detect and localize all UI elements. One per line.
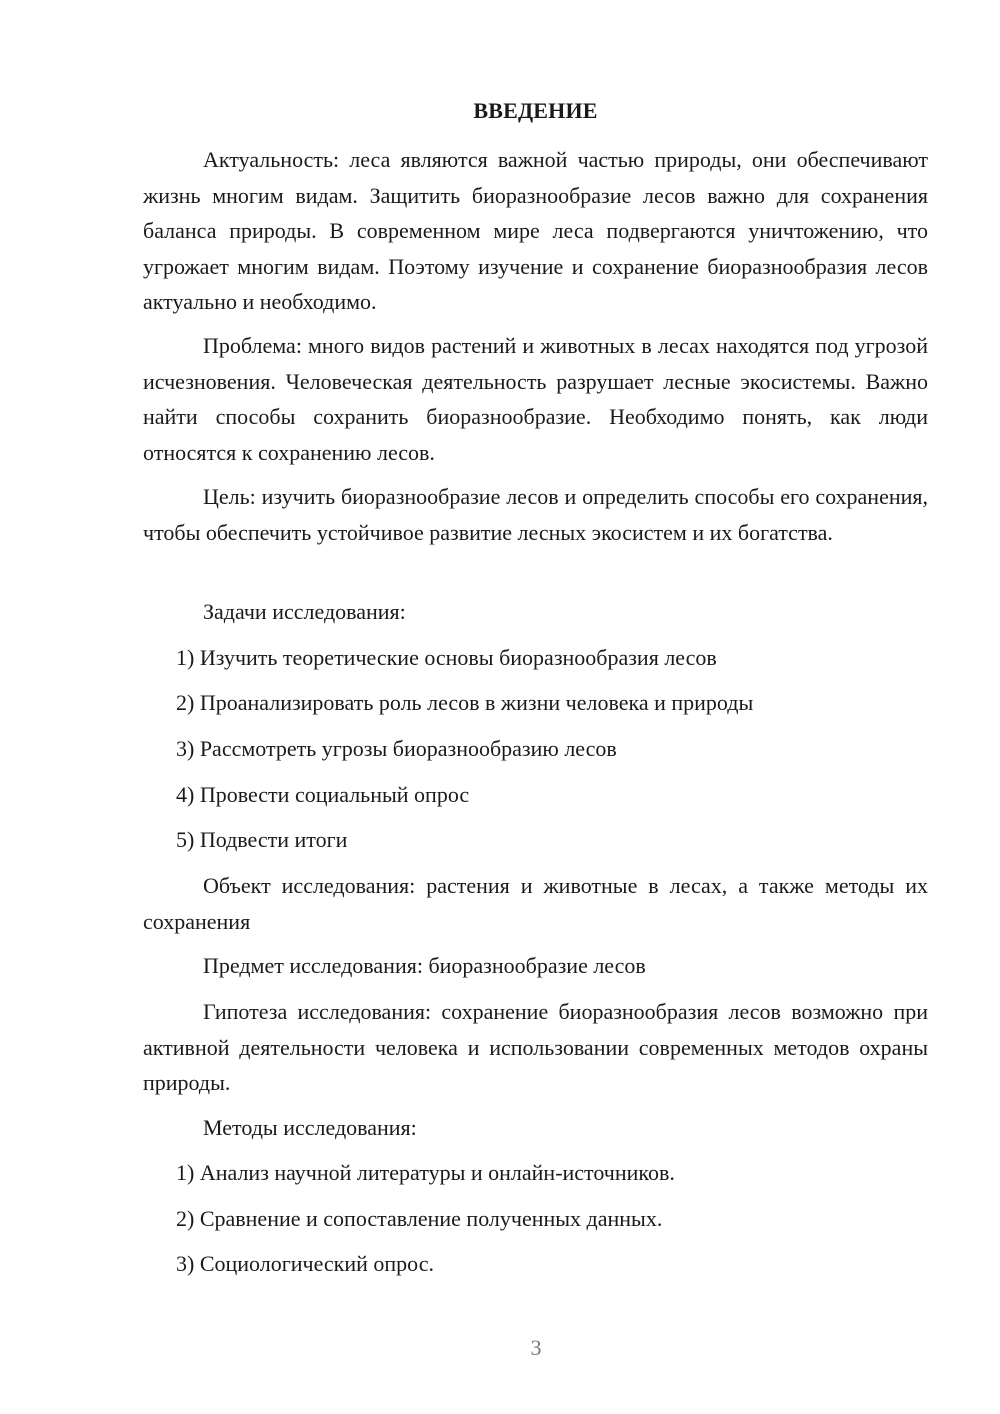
task-item: 5) Подвести итоги xyxy=(176,827,348,852)
methods-label: Методы исследования: xyxy=(203,1115,417,1140)
method-item: 1) Анализ научной литературы и онлайн-источников. xyxy=(176,1160,675,1185)
task-item: 4) Провести социальный опрос xyxy=(176,782,470,807)
relevance-paragraph: Актуальность: леса являются важной частью природы, они обеспечивают жизнь многим видам. Защитить биоразнообразие лесов важно для сохранения баланса природы. В современном мире леса подвергаются уничтожению, что угрожает многим видам. Поэтому изучение и сохранение биоразнообразия лесов актуально и необходимо. xyxy=(143,147,928,314)
method-item: 2) Сравнение и сопоставление полученных данных. xyxy=(176,1206,663,1231)
task-item: 1) Изучить теоретические основы биоразнообразия лесов xyxy=(176,645,717,670)
section-heading: ВВЕДЕНИЕ xyxy=(473,98,598,123)
problem-paragraph: Проблема: много видов растений и животных в лесах находятся под угрозой исчезновения. Человеческая деятельность разрушает лесные экосистемы. Важно найти способы сохранить биоразнообразие. Необходимо понять, как люди относятся к сохранению лесов. xyxy=(143,333,928,465)
tasks-label: Задачи исследования: xyxy=(203,599,406,624)
task-item: 2) Проанализировать роль лесов в жизни человека и природы xyxy=(176,690,754,715)
hypothesis-paragraph: Гипотеза исследования: сохранение биоразнообразия лесов возможно при активной деятельности человека и использовании современных методов охраны природы. xyxy=(143,999,928,1095)
subject-paragraph: Предмет исследования: биоразнообразие лесов xyxy=(203,953,646,978)
task-item: 3) Рассмотреть угрозы биоразнообразию лесов xyxy=(176,736,617,761)
method-item: 3) Социологический опрос. xyxy=(176,1251,434,1276)
object-paragraph: Объект исследования: растения и животные в лесах, а также методы их сохранения xyxy=(143,873,928,934)
page-number: 3 xyxy=(530,1335,542,1360)
goal-paragraph: Цель: изучить биоразнообразие лесов и определить способы его сохранения, чтобы обеспечить устойчивое развитие лесных экосистем и их богатства. xyxy=(143,484,928,545)
